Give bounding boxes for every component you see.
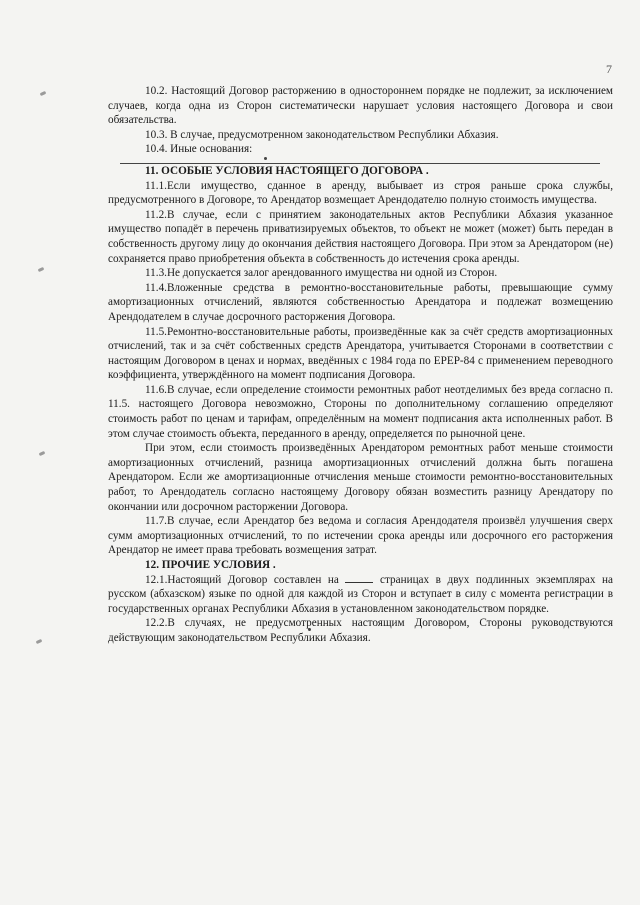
clause-11-2: 11.2.В случае, если с принятием законодательных актов Республики Абхазия указанное имущество попадёт в перечень приватизируемых объектов, то объект не может (может) быть передан в собственность другому лицу до окончания действия настоящего Договора. При этом за Арендатором (не) сохраняется право приобретения объекта в собственность до истечения срока аренды. — [108, 208, 613, 265]
clause-11-7: 11.7.В случае, если Арендатор без ведома и согласия Арендодателя произвёл улучшения сверх сумм амортизационных отчислений, то по истечении срока аренды или досрочного его расторжения Арендатор не имеет права требовать возмещения затрат. — [108, 515, 613, 557]
clause-10-2: 10.2. Настоящий Договор расторжению в одностороннем порядке не подлежит, за исключением случаев, когда одна из Сторон систематически нарушает условия настоящего Договора и свои обязательства. — [108, 85, 613, 127]
page-number: 7 — [606, 62, 612, 76]
scan-mark — [36, 639, 43, 644]
section-12-heading: 12. ПРОЧИЕ УСЛОВИЯ . — [145, 559, 276, 571]
clause-12-1-start: 12.1.Настоящий Договор составлен на — [145, 573, 339, 586]
page-count-blank — [345, 573, 373, 583]
clause-12-1 — [108, 573, 613, 617]
clause-11-3: 11.3.Не допускается залог арендованного имущества ни одной из Сторон. — [145, 267, 498, 280]
clause-10-4: 10.4. Иные основания: — [145, 143, 253, 156]
scan-mark — [40, 91, 47, 96]
section-11-heading: 11. ОСОБЫЕ УСЛОВИЯ НАСТОЯЩЕГО ДОГОВОРА . — [145, 164, 429, 177]
clause-11-1: 11.1.Если имущество, сданное в аренду, выбывает из строя раньше срока службы, предусмотренного в Договоре, то Арендатор возмещает Арендодателю полную стоимость имущества. — [108, 179, 613, 207]
clause-11-6-continued: При этом, если стоимость произведённых Арендатором ремонтных работ меньше стоимости амортизационных отчислений, разница амортизационных отчислений должна быть погашена Арендатором. Если же амортизационные отчисления меньше стоимости ремонтно-восстановительных работ, то Арендодатель согласно настоящему Договору обязан возместить разницу Арендатору по окончании или досрочном расторжении Договора. — [108, 442, 613, 513]
clause-11-6: 11.6.В случае, если определение стоимости ремонтных работ неотделимых без вреда согласно п. 11.5. настоящего Договора невозможно, Стороны по дополнительному соглашению определяют стоимость работ по ценам и тарифам, определённым на момент подписания акта исполненных работ. В этом случае стоимость объекта, переданного в аренду, определяется по рыночной цене. — [108, 383, 613, 440]
clause-11-5: 11.5.Ремонтно-восстановительные работы, произведённые как за счёт средств амортизационных отчислений, так и за счёт собственных средств Арендатора, учитывается Сторонами в соответствии с настоящим Договором в ценах и нормах, введённых с 1984 года по ЕРЕР-84 с применением переводного коэффициента, утверждённого на момент подписания Договора. — [108, 325, 613, 382]
scan-mark — [39, 451, 46, 456]
document-body — [108, 84, 613, 646]
clause-12-1-rest: страницах в двух подлинных экземплярах на русском (абхазском) языке по одной для каждой из Сторон и вступает в силу с момента регистрации в государственных органах Республики Абхазия в установленном законодательством порядке. — [108, 573, 614, 615]
clause-12-2: 12.2.В случаях, не предусмотренных настоящим Договором, Стороны руководствуются действующим законодательством Республики Абхазия. — [108, 617, 613, 644]
scan-mark — [38, 267, 45, 272]
clause-11-4: 11.4.Вложенные средства в ремонтно-восстановительные работы, превышающие сумму амортизационных отчислений, являются собственностью Арендатора и подлежат возмещению Арендодателем в случае досрочного расторжения Договора. — [108, 281, 613, 323]
clause-10-3: 10.3. В случае, предусмотренном законодательством Республики Абхазия. — [145, 128, 499, 141]
